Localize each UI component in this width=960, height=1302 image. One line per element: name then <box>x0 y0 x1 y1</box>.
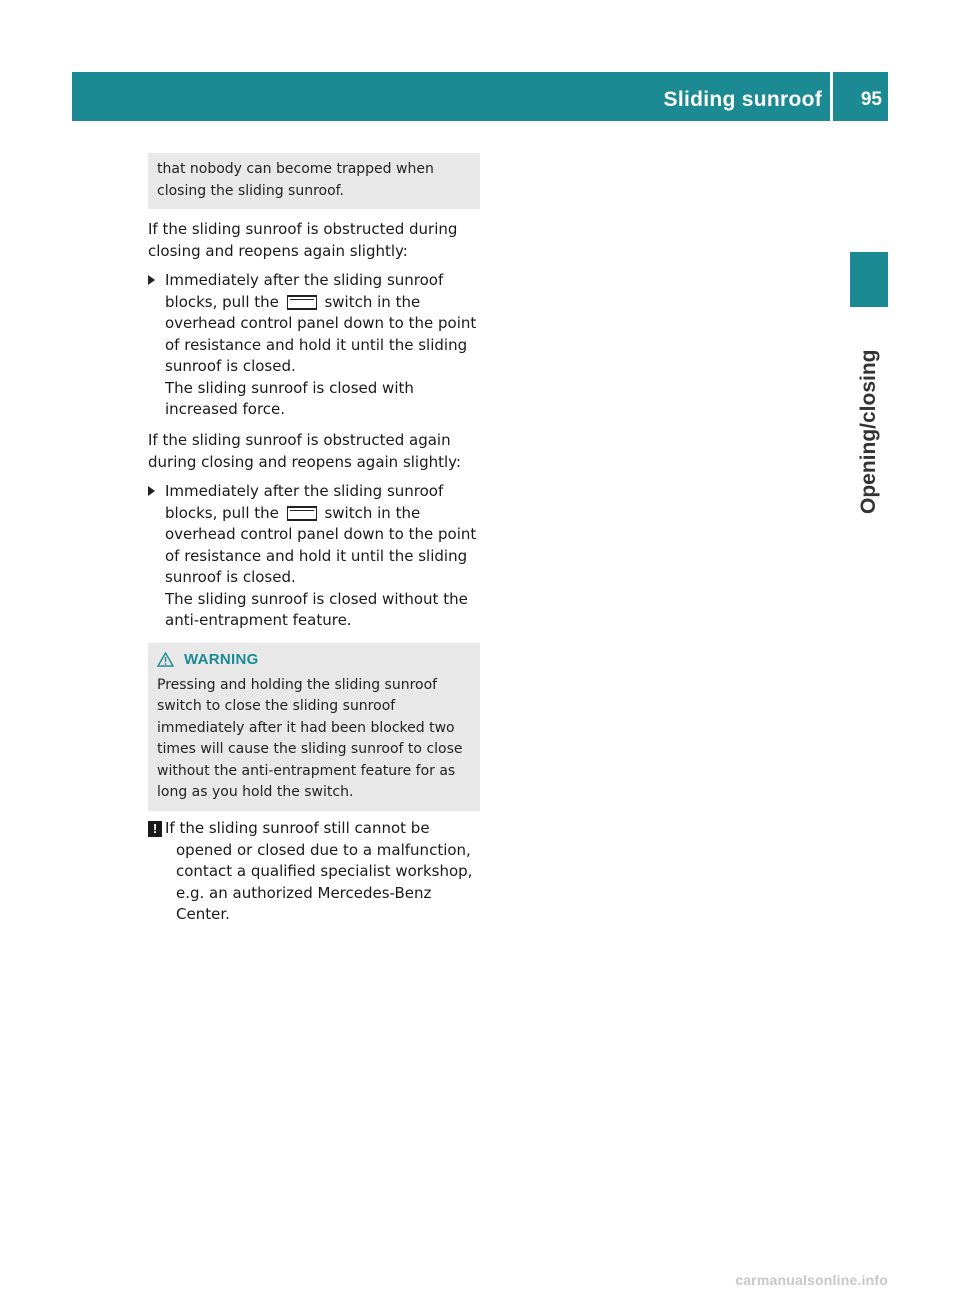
watermark: carmanualsonline.info <box>735 1272 888 1288</box>
header-divider <box>830 72 833 121</box>
step-text <box>165 481 482 632</box>
triangle-arrow-icon <box>148 486 155 496</box>
warning-label: WARNING <box>184 651 259 668</box>
page-header <box>72 72 888 121</box>
chapter-label <box>852 314 886 514</box>
step-text <box>165 270 482 421</box>
continued-warning-box <box>148 153 480 209</box>
paragraph-obstructed <box>148 219 482 262</box>
step-result: The sliding sunroof is closed without the anti-entrapment feature. <box>165 589 468 629</box>
section-title: Sliding sunroof <box>663 88 822 111</box>
step-text-before: Immediately after the sliding sunroof blocks, pull the <box>165 271 444 311</box>
continued-warning-text: that nobody can become trapped when closing the sliding sunroof. <box>157 161 434 199</box>
paragraph-obstructed-again-text: If the sliding sunroof is obstructed again during closing and reopens again slightly: <box>148 431 462 471</box>
page-number: 95 <box>860 89 882 110</box>
note-text: If the sliding sunroof still cannot be opened or closed due to a malfunction, contact a qualified specialist workshop, e.g. an authorized Mercedes-Benz Center. <box>165 819 473 923</box>
step-text-after: switch in the overhead control panel down to the point of resistance and hold it until the sliding sunroof is closed. <box>165 292 477 375</box>
sunroof-switch-icon <box>287 506 317 521</box>
paragraph-obstructed-again <box>148 430 482 473</box>
warning-heading <box>157 649 471 671</box>
sunroof-switch-icon <box>287 295 317 310</box>
chapter-tab <box>850 252 888 307</box>
step-text-before: Immediately after the sliding sunroof blocks, pull the <box>165 482 444 522</box>
step-close-increased-force <box>148 270 482 421</box>
warning-box <box>148 643 480 811</box>
triangle-arrow-icon <box>148 275 155 285</box>
exclamation-icon: ! <box>148 821 162 837</box>
warning-triangle-icon <box>157 652 174 667</box>
warning-text: Pressing and holding the sliding sunroof switch to close the sliding sunroof immediately after it had been blocked two times will cause the sliding sunroof to close without the anti-entrapment feature for as long as you hold the switch. <box>157 676 463 800</box>
chapter-label-text: Opening/closing <box>857 349 880 514</box>
malfunction-note <box>148 818 482 926</box>
step-close-without-antientrapment <box>148 481 482 632</box>
step-result: The sliding sunroof is closed with increased force. <box>165 378 414 418</box>
paragraph-obstructed-text: If the sliding sunroof is obstructed during closing and reopens again slightly: <box>148 220 458 260</box>
step-text-after: switch in the overhead control panel down to the point of resistance and hold it until the sliding sunroof is closed. <box>165 503 477 586</box>
